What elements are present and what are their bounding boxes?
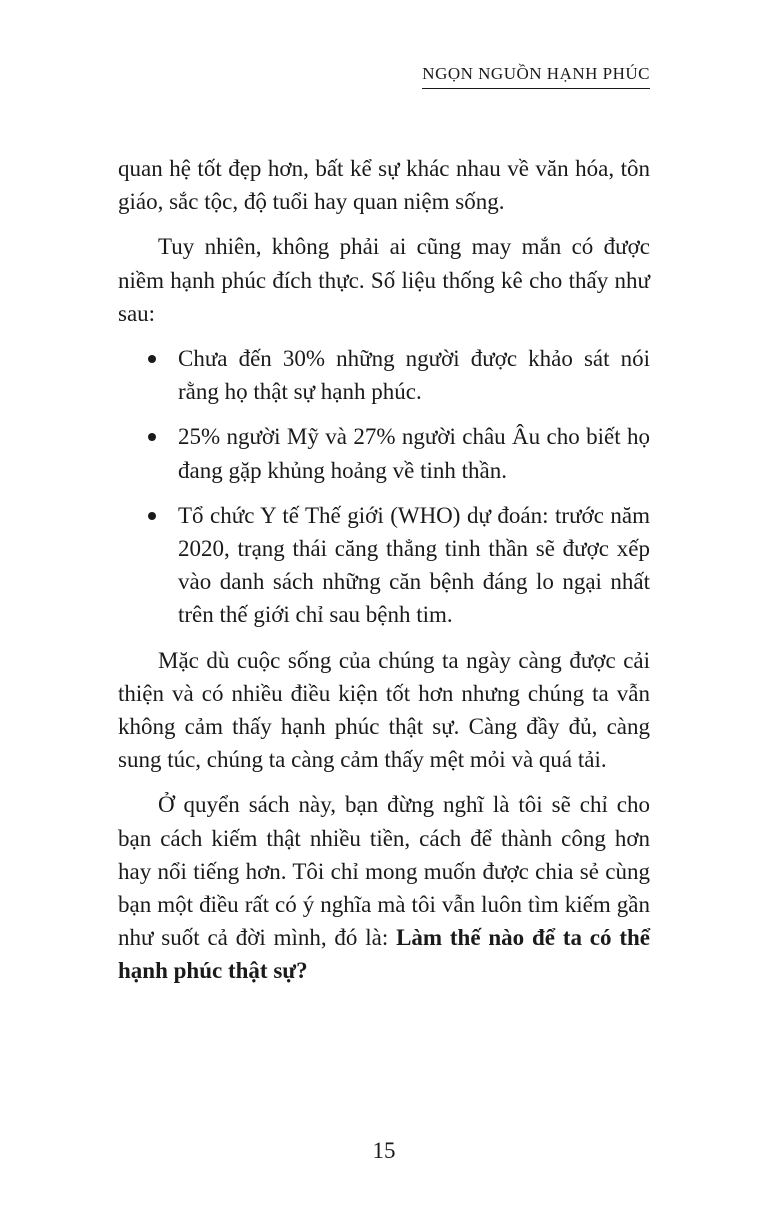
key-question: Làm thế nào để ta có thể hạnh phúc thật sự?: [118, 925, 651, 984]
paragraph-book-purpose-text: Ở quyển sách này, bạn đừng nghĩ là tôi sẽ chỉ cho bạn cách kiếm thật nhiều tiền, cách để thành công hơn hay nổi tiếng hơn. Tôi chỉ mong muốn được chia sẻ cùng bạn một điều rất có ý nghĩa mà tôi vẫn luôn tìm kiếm gần như suốt cả đời mình, đó là:: [118, 792, 650, 951]
paragraph-modern-life: Mặc dù cuộc sống của chúng ta ngày càng được cải thiện và có nhiều điều kiện tốt hơn nhưng chúng ta vẫn không cảm thấy hạnh phúc thật sự. Càng đầy đủ, càng sung túc, chúng ta càng cảm thấy mệt mỏi và quá tải.: [118, 647, 650, 773]
bullet-icon: [148, 512, 156, 520]
list-item-text: 25% người Mỹ và 27% người châu Âu cho biết họ đang gặp khủng hoảng về tinh thần.: [178, 424, 650, 483]
bullet-icon: [148, 433, 156, 441]
paragraph-statistics-intro: Tuy nhiên, không phải ai cũng may mắn có được niềm hạnh phúc đích thực. Số liệu thống kê cho thấy như sau:: [118, 234, 650, 326]
paragraph-book-purpose: [118, 788, 650, 987]
list-item: [118, 499, 650, 632]
running-header-title: NGỌN NGUỒN HẠNH PHÚC: [422, 64, 650, 89]
list-item: [118, 342, 650, 408]
list-item: [118, 420, 650, 486]
list-item-text: Tổ chức Y tế Thế giới (WHO) dự đoán: trước năm 2020, trạng thái căng thẳng tinh thần sẽ được xếp vào danh sách những căn bệnh đáng lo ngại nhất trên thế giới chỉ sau bệnh tim.: [178, 502, 650, 628]
page-body: [118, 152, 650, 1000]
paragraph-continued: quan hệ tốt đẹp hơn, bất kể sự khác nhau về văn hóa, tôn giáo, sắc tộc, độ tuổi hay quan niệm sống.: [118, 156, 650, 215]
page-number: 15: [372, 1138, 396, 1163]
bullet-icon: [148, 355, 156, 363]
list-item-text: Chưa đến 30% những người được khảo sát nói rằng họ thật sự hạnh phúc.: [178, 346, 650, 405]
statistics-list: [118, 342, 650, 632]
